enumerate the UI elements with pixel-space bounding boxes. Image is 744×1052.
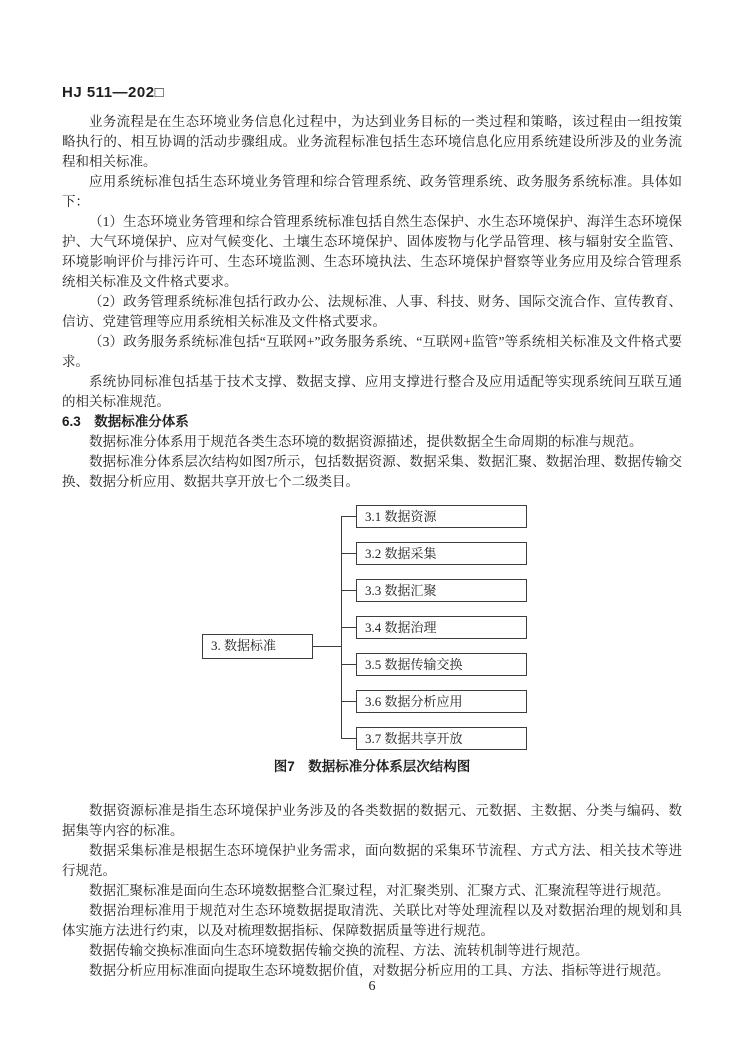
connector-stub-line bbox=[341, 590, 357, 591]
diagram-root-box: 3. 数据标准 bbox=[202, 634, 313, 659]
connector-stub-line bbox=[341, 738, 357, 739]
diagram-box-data-governance: 3.4 数据治理 bbox=[356, 616, 527, 639]
diagram-box-data-aggregation: 3.3 数据汇聚 bbox=[356, 579, 527, 602]
connector-stub-line bbox=[341, 664, 357, 665]
paragraph-item-3: （3）政务服务系统标准包括“互联网+”政务服务系统、“互联网+监管”等系统相关标准及文件格式要求。 bbox=[62, 334, 682, 369]
paragraph-data-standard-structure: 数据标准分体系层次结构如图7所示，包括数据资源、数据采集、数据汇聚、数据治理、数据传输交换、数据分析应用、数据共享开放七个二级类目。 bbox=[62, 454, 682, 489]
paragraph-system-coordination: 系统协同标准包括基于技术支撑、数据支撑、应用支撑进行整合及应用适配等实现系统间互联互通的相关标准规范。 bbox=[62, 374, 682, 409]
section-heading-6-3: 6.3 数据标准分体系 bbox=[62, 414, 189, 429]
figure-7 bbox=[62, 505, 682, 777]
paragraph-data-aggregation-std: 数据汇聚标准是面向生态环境数据整合汇聚过程，对汇聚类别、汇聚方式、汇聚流程等进行规范。 bbox=[89, 883, 670, 898]
paragraph-application-systems: 应用系统标准包括生态环境业务管理和综合管理系统、政务管理系统、政务服务系统标准。具体如下： bbox=[62, 174, 682, 209]
paragraph-data-transmission-std: 数据传输交换标准面向生态环境数据传输交换的流程、方法、流转机制等进行规范。 bbox=[89, 943, 589, 958]
diagram-box-data-sharing: 3.7 数据共享开放 bbox=[356, 727, 527, 750]
connector-stub-line bbox=[341, 701, 357, 702]
diagram-box-data-resource: 3.1 数据资源 bbox=[356, 505, 527, 528]
connector-stub-line bbox=[341, 627, 357, 628]
diagram-box-data-transmission: 3.5 数据传输交换 bbox=[356, 653, 527, 676]
standard-number-header: HJ 511—202□ bbox=[62, 84, 165, 101]
figure-caption: 图7 数据标准分体系层次结构图 bbox=[273, 759, 471, 774]
page-number: 6 bbox=[368, 979, 376, 994]
connector-root-line bbox=[313, 646, 342, 647]
diagram-box-data-analysis: 3.6 数据分析应用 bbox=[356, 690, 527, 713]
paragraph-data-standard-intro: 数据标准分体系用于规范各类生态环境的数据资源描述，提供数据全生命周期的标准与规范。 bbox=[89, 434, 643, 449]
page-content bbox=[62, 84, 682, 981]
connector-stub-line bbox=[341, 516, 357, 517]
paragraph-data-collection-std: 数据采集标准是根据生态环境保护业务需求，面向数据的采集环节流程、方式方法、相关技术等进行规范。 bbox=[62, 843, 682, 878]
paragraph-data-analysis-std: 数据分析应用标准面向提取生态环境数据价值，对数据分析应用的工具、方法、指标等进行规范。 bbox=[89, 963, 670, 978]
diagram-box-data-collection: 3.2 数据采集 bbox=[356, 542, 527, 565]
hierarchy-diagram bbox=[62, 505, 682, 751]
connector-trunk-line bbox=[341, 516, 342, 739]
paragraph-data-resource-std: 数据资源标准是指生态环境保护业务涉及的各类数据的数据元、元数据、主数据、分类与编码、数据集等内容的标准。 bbox=[62, 803, 682, 838]
paragraph-item-1: （1）生态环境业务管理和综合管理系统标准包括自然生态保护、水生态环境保护、海洋生态环境保护、大气环境保护、应对气候变化、土壤生态环境保护、固体废物与化学品管理、核与辐射安全监管、环境影响评价与排污许可、生态环境监测、生态环境执法、生态环境保护督察等业务应用及综合管理系统相关标准及文件格式要求。 bbox=[62, 214, 682, 289]
paragraph-data-governance-std: 数据治理标准用于规范对生态环境数据提取清洗、关联比对等处理流程以及对数据治理的规划和具体实施方法进行约束，以及对梳理数据指标、保障数据质量等进行规范。 bbox=[62, 903, 682, 938]
connector-stub-line bbox=[341, 553, 357, 554]
paragraph-item-2: （2）政务管理系统标准包括行政办公、法规标准、人事、科技、财务、国际交流合作、宣传教育、信访、党建管理等应用系统相关标准及文件格式要求。 bbox=[62, 294, 682, 329]
paragraph-business-process: 业务流程是在生态环境业务信息化过程中，为达到业务目标的一类过程和策略，该过程由一组按策略执行的、相互协调的活动步骤组成。业务流程标准包括生态环境信息化应用系统建设所涉及的业务流程和相关标准。 bbox=[62, 114, 682, 169]
